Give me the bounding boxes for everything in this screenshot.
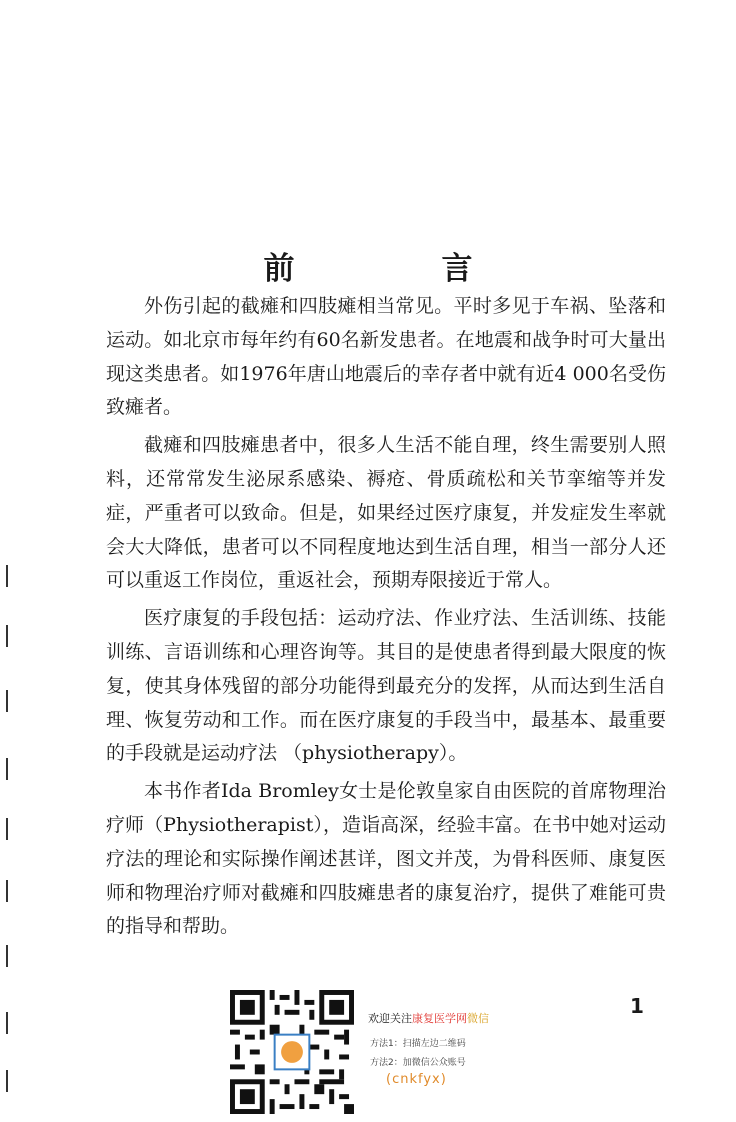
scan-edge-mark <box>6 690 8 712</box>
page-number: 1 <box>630 994 644 1018</box>
promo-prefix: 欢迎关注 <box>368 1012 412 1025</box>
page-title: 前 言 <box>263 250 531 287</box>
promo-site: 康复医学网 <box>412 1012 467 1025</box>
promo-block <box>368 1010 489 1087</box>
qr-code-icon <box>230 990 354 1114</box>
promo-method-1: 方法1：扫描左边二维码 <box>370 1039 466 1049</box>
promo-account: (cnkfyx) <box>386 1072 447 1087</box>
scan-edge-mark <box>6 565 8 587</box>
scan-edge-mark <box>6 625 8 647</box>
scan-edge-mark <box>6 818 8 840</box>
preface-body <box>106 290 666 948</box>
paragraph: 外伤引起的截瘫和四肢瘫相当常见。平时多见于车祸、坠落和运动。如北京市每年约有60名新发患者。在地震和战争时可大量出现这类患者。如1976年唐山地震后的幸存者中就有近4 000名受伤致瘫者。 <box>106 295 666 419</box>
scan-edge-mark <box>6 945 8 967</box>
paragraph: 截瘫和四肢瘫患者中，很多人生活不能自理，终生需要别人照料，还常常发生泌尿系感染、褥疮、骨质疏松和关节挛缩等并发症，严重者可以致命。但是，如果经过医疗康复，并发症发生率就会大大降低，患者可以不同程度地达到生活自理，相当一部分人还可以重返工作岗位，重返社会，预期寿限接近于常人。 <box>106 434 666 592</box>
promo-headline <box>368 1010 489 1026</box>
paragraph: 本书作者Ida Bromley女士是伦敦皇家自由医院的首席物理治疗师（Physiotherapist），造诣高深，经验丰富。在书中她对运动疗法的理论和实际操作阐述甚详，图文并茂，为骨科医师、康复医师和物理治疗师对截瘫和四肢瘫患者的康复治疗，提供了难能可贵的指导和帮助。 <box>106 780 666 938</box>
promo-suffix: 微信 <box>467 1012 489 1025</box>
scan-edge-mark <box>6 1012 8 1034</box>
promo-method-2: 方法2：加微信公众账号 <box>370 1058 466 1068</box>
scan-edge-mark <box>6 758 8 780</box>
paragraph: 医疗康复的手段包括：运动疗法、作业疗法、生活训练、技能训练、言语训练和心理咨询等。其目的是使患者得到最大限度的恢复，使其身体残留的部分功能得到最充分的发挥，从而达到生活自理、恢复劳动和工作。而在医疗康复的手段当中，最基本、最重要的手段就是运动疗法 （physiotherapy）。 <box>106 607 666 765</box>
scan-edge-mark <box>6 880 8 902</box>
scan-edge-mark <box>6 1070 8 1092</box>
